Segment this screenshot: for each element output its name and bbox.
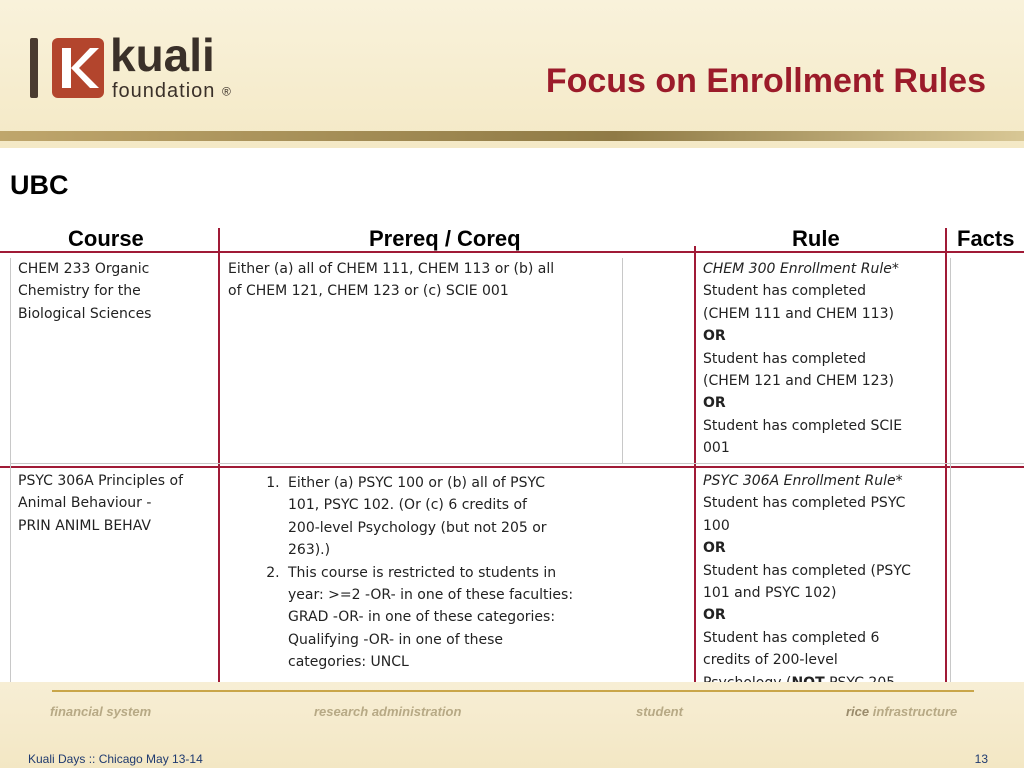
prereq-line: 2. This course is restricted to students in — [288, 564, 557, 581]
logo-bracket — [30, 38, 38, 98]
gridline — [950, 258, 951, 682]
rule-line: Student has completed — [703, 350, 867, 367]
table-row-divider — [0, 466, 1024, 468]
rule-line: 101 and PSYC 102) — [703, 585, 837, 602]
footer-event: Kuali Days :: Chicago May 13-14 — [28, 752, 203, 766]
prereq-line: 200-level Psychology (but not 205 or — [288, 519, 547, 536]
logo-subtitle: foundation ® — [112, 80, 232, 102]
table-row-1-course — [18, 258, 214, 325]
prereq-line: 101, PSYC 102. (Or (c) 6 credits of — [288, 497, 527, 514]
column-header-prereq: Prereq / Coreq — [369, 226, 521, 251]
kuali-k-icon — [52, 38, 104, 98]
rule-operator: OR — [703, 328, 726, 345]
prereq-line: categories: UNCL — [288, 654, 409, 671]
prereq-line: year: >=2 -OR- in one of these faculties: — [288, 587, 574, 604]
course-line: CHEM 233 Organic — [18, 261, 150, 277]
slide-content — [0, 158, 1024, 682]
footer-nav-rice-infrastructure[interactable]: rice infrastructure — [846, 704, 958, 719]
footer-nav-student[interactable]: student — [636, 704, 683, 719]
prereq-line: GRAD -OR- in one of these categories: — [288, 609, 556, 626]
table-row-2-prereq — [228, 472, 628, 674]
prereq-item-2 — [284, 562, 628, 674]
prereq-line: 263).) — [288, 542, 331, 559]
gridline — [10, 463, 1024, 464]
table-row-2-rule — [703, 470, 943, 694]
column-divider-2 — [694, 246, 696, 682]
gridline — [10, 258, 11, 682]
rule-line: Student has completed — [703, 283, 867, 300]
table-header-rule — [0, 251, 1024, 253]
footer-divider — [52, 690, 974, 692]
rule-operator: OR — [703, 540, 726, 557]
course-line: Animal Behaviour - — [18, 495, 152, 512]
footer-nav-financial-system[interactable]: financial system — [50, 704, 152, 719]
rule-title: CHEM 300 Enrollment Rule* — [703, 261, 899, 277]
column-header-facts: Facts — [957, 226, 1015, 251]
header-divider — [0, 131, 1024, 141]
table-row-1-rule — [703, 258, 943, 460]
rule-line: credits of 200-level — [703, 652, 838, 669]
gridline — [622, 258, 623, 464]
column-divider-1 — [218, 228, 220, 682]
rule-operator: OR — [703, 395, 726, 412]
course-line: Biological Sciences — [18, 305, 152, 322]
prereq-line: of CHEM 121, CHEM 123 or (c) SCIE 001 — [228, 283, 509, 300]
column-header-course: Course — [68, 226, 144, 251]
table-row-2-course — [18, 470, 214, 537]
rule-line: (CHEM 111 and CHEM 113) — [703, 305, 894, 322]
logo-wordmark: kuali — [110, 29, 215, 81]
rule-line: (CHEM 121 and CHEM 123) — [703, 373, 894, 390]
column-divider-3 — [945, 228, 947, 682]
rule-line: Student has completed 6 — [703, 629, 880, 646]
slide-header — [0, 0, 1024, 148]
rule-line: 001 — [703, 440, 730, 457]
rule-line: Student has completed PSYC — [703, 495, 906, 512]
rule-operator: OR — [703, 607, 726, 624]
prereq-list — [228, 472, 628, 674]
rule-title: PSYC 306A Enrollment Rule* — [703, 473, 903, 489]
rule-line: 100 — [703, 517, 730, 534]
course-line: PSYC 306A Principles of — [18, 473, 184, 489]
rule-line: Student has completed (PSYC — [703, 562, 911, 579]
slide-number: 13 — [974, 752, 988, 766]
kuali-foundation-logo — [30, 29, 290, 104]
course-line: Chemistry for the — [18, 283, 141, 300]
prereq-line: Qualifying -OR- in one of these — [288, 631, 503, 648]
slide-footer — [0, 682, 1024, 768]
footer-nav-research-administration[interactable]: research administration — [314, 704, 462, 719]
rule-line: Student has completed SCIE — [703, 417, 903, 434]
prereq-line: Either (a) all of CHEM 111, CHEM 113 or (b) all — [228, 261, 555, 277]
prereq-item-1 — [284, 472, 628, 562]
slide-title: Focus on Enrollment Rules — [545, 62, 986, 100]
column-header-rule: Rule — [792, 226, 840, 251]
section-heading: UBC — [10, 170, 69, 200]
table-row-1-prereq — [228, 258, 620, 303]
course-line: PRIN ANIML BEHAV — [18, 517, 151, 534]
prereq-line: 1. Either (a) PSYC 100 or (b) all of PSYC — [288, 475, 546, 491]
